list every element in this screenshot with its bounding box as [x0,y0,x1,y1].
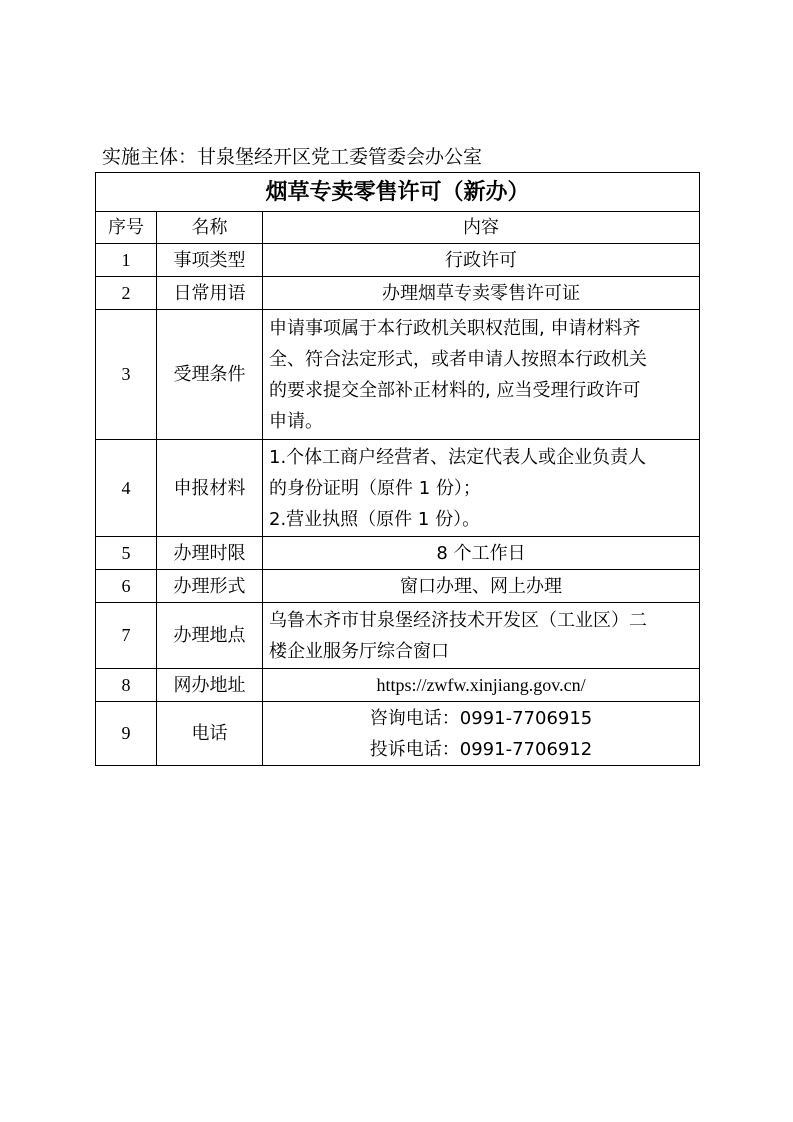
table-row [96,310,700,440]
row-content [263,702,700,766]
row-number: 6 [96,570,157,603]
row-name: 网办地址 [157,669,263,702]
row-name: 申报材料 [157,440,263,537]
row-number: 8 [96,669,157,702]
row-number: 1 [96,244,157,277]
column-header-name: 名称 [157,212,263,244]
content-line: 楼企业服务厅综合窗口 [269,640,449,662]
complaint-phone: 投诉电话：0991-7706912 [369,738,593,760]
content-line: 全、符合法定形式，或者申请人按照本行政机关 [269,348,647,370]
web-service-url: https://zwfw.xinjiang.gov.cn/ [263,669,700,702]
table-title-row [96,173,700,212]
consult-phone: 咨询电话：0991-7706915 [369,707,593,729]
implementing-body-label: 实施主体：甘泉堡经开区党工委管委会办公室 [102,146,483,168]
content-line: 的要求提交全部补正材料的, 应当受理行政许可 [269,379,641,401]
row-content: 行政许可 [263,244,700,277]
row-number: 7 [96,603,157,669]
content-line: 申请事项属于本行政机关职权范围, 申请材料齐 [269,317,641,339]
table-row [96,702,700,766]
row-name: 办理地点 [157,603,263,669]
content-line: 2.营业执照（原件 1 份）。 [269,508,481,530]
row-content [263,603,700,669]
row-number: 3 [96,310,157,440]
row-name: 电话 [157,702,263,766]
row-content: 8 个工作日 [263,537,700,570]
table-header-row [96,212,700,244]
row-content [263,310,700,440]
table-row [96,570,700,603]
row-name: 日常用语 [157,277,263,310]
row-name: 办理形式 [157,570,263,603]
content-line: 1.个体工商户经营者、法定代表人或企业负责人 [269,446,647,468]
table-title: 烟草专卖零售许可（新办） [96,173,700,212]
content-line: 乌鲁木齐市甘泉堡经济技术开发区（工业区）二 [269,609,647,631]
row-name: 受理条件 [157,310,263,440]
row-number: 2 [96,277,157,310]
content-line: 申请。 [269,410,323,432]
row-number: 5 [96,537,157,570]
row-content [263,440,700,537]
row-content: 窗口办理、网上办理 [263,570,700,603]
table-row [96,277,700,310]
service-info-table [95,172,700,766]
table-row [96,537,700,570]
content-line: 的身份证明（原件 1 份）； [269,477,481,499]
table-row [96,669,700,702]
row-content: 办理烟草专卖零售许可证 [263,277,700,310]
column-header-content: 内容 [263,212,700,244]
column-header-no: 序号 [96,212,157,244]
row-number: 9 [96,702,157,766]
row-name: 办理时限 [157,537,263,570]
row-number: 4 [96,440,157,537]
table-row [96,603,700,669]
table-row [96,440,700,537]
row-name: 事项类型 [157,244,263,277]
table-row [96,244,700,277]
